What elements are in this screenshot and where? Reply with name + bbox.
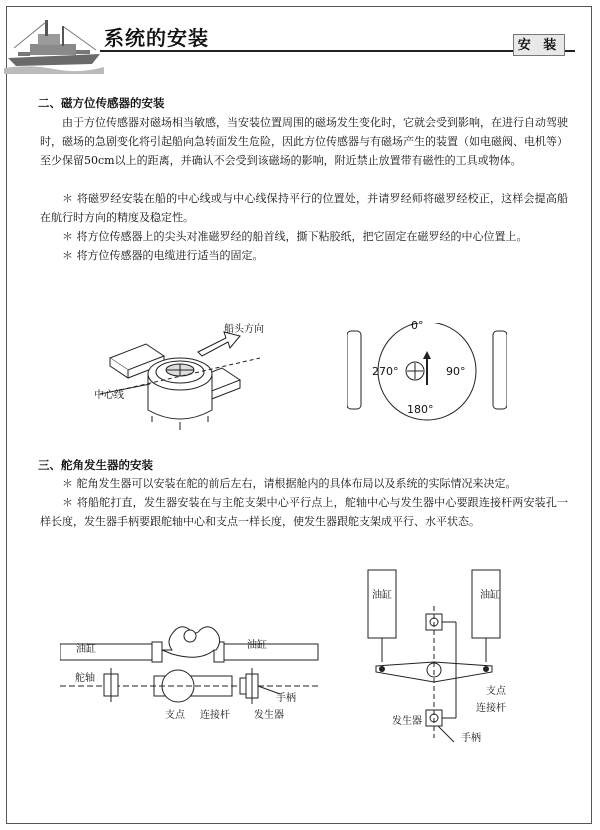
warship-logo (4, 14, 104, 74)
fig3-link-rod-label: 连接杆 (200, 710, 230, 721)
sensor-mount-figure (90, 318, 280, 438)
compass-90-label: 90° (446, 365, 466, 378)
section2-bullet-3: ＊ 将方位传感器的电缆进行适当的固定。 (62, 249, 264, 262)
compass-270-label: 270° (372, 365, 399, 378)
fig4-cylinder-right-label: 油缸 (480, 590, 500, 601)
centerline-label: 中心线 (94, 390, 124, 401)
compass-180-label: 180° (407, 403, 434, 416)
compass-0-label: 0° (411, 319, 424, 332)
fig4-pivot-label: 支点 (486, 686, 506, 697)
section2-paragraph: 由于方位传感器对磁场相当敏感，当安装位置周围的磁场发生变化时，它就会受到影响，在进行自动驾驶时，磁场的急剧变化将引起船向急转面发生危险，因此方位传感器与有磁场产生的装置（如电磁阀、电机等）至少保留50cm以上的距离，并确认不会受到该磁场的影响，附近禁止放置带有磁性的工具或物体。 (40, 116, 568, 167)
section-tag: 安 装 (513, 34, 565, 56)
fig3-cylinder-right-label: 油缸 (247, 640, 267, 651)
section3-bullet-1: ＊ 舵角发生器可以安装在舵的前后左右，请根据舱内的具体布局以及系统的实际情况来决定。 (62, 477, 517, 490)
section3-bullet-2: ＊ 将船舵打直，发生器安装在与主舵支架中心平行点上，舵轴中心与发生器中心要跟连接杆两安装孔一样长度，发生器手柄要跟舵轴中心和支点一样长度，使发生器跟舵支架成平行、水平状态。 (40, 496, 568, 528)
fig4-generator-label: 发生器 (392, 716, 422, 727)
page-title: 系统的安装 (104, 26, 209, 50)
fig4-handle-label: 手柄 (461, 733, 481, 744)
fig3-pivot-label: 支点 (165, 710, 185, 721)
section2-bullet-2: ＊ 将方位传感器上的尖头对准磁罗经的船首线，撕下粘胶纸，把它固定在磁罗经的中心位置上。 (62, 230, 528, 243)
fig3-cylinder-left-label: 油缸 (76, 644, 96, 655)
heading-direction-label: 船头方向 (224, 324, 264, 335)
section3-heading: 三、舵角发生器的安装 (38, 458, 153, 472)
fig4-link-rod-label: 连接杆 (476, 703, 506, 714)
fig4-cylinder-left-label: 油缸 (372, 590, 392, 601)
fig3-generator-label: 发生器 (254, 710, 284, 721)
fig3-rudder-shaft-label: 舵轴 (75, 673, 95, 684)
page-header (0, 0, 600, 74)
header-divider (100, 50, 575, 52)
section2-bullet-1: ＊ 将磁罗经安装在船的中心线或与中心线保持平行的位置处，并请罗经师将磁罗经校正，这样会提高船在航行时方向的精度及稳定性。 (40, 192, 568, 224)
fig3-handle-label: 手柄 (276, 693, 296, 704)
section2-heading: 二、磁方位传感器的安装 (38, 96, 165, 110)
